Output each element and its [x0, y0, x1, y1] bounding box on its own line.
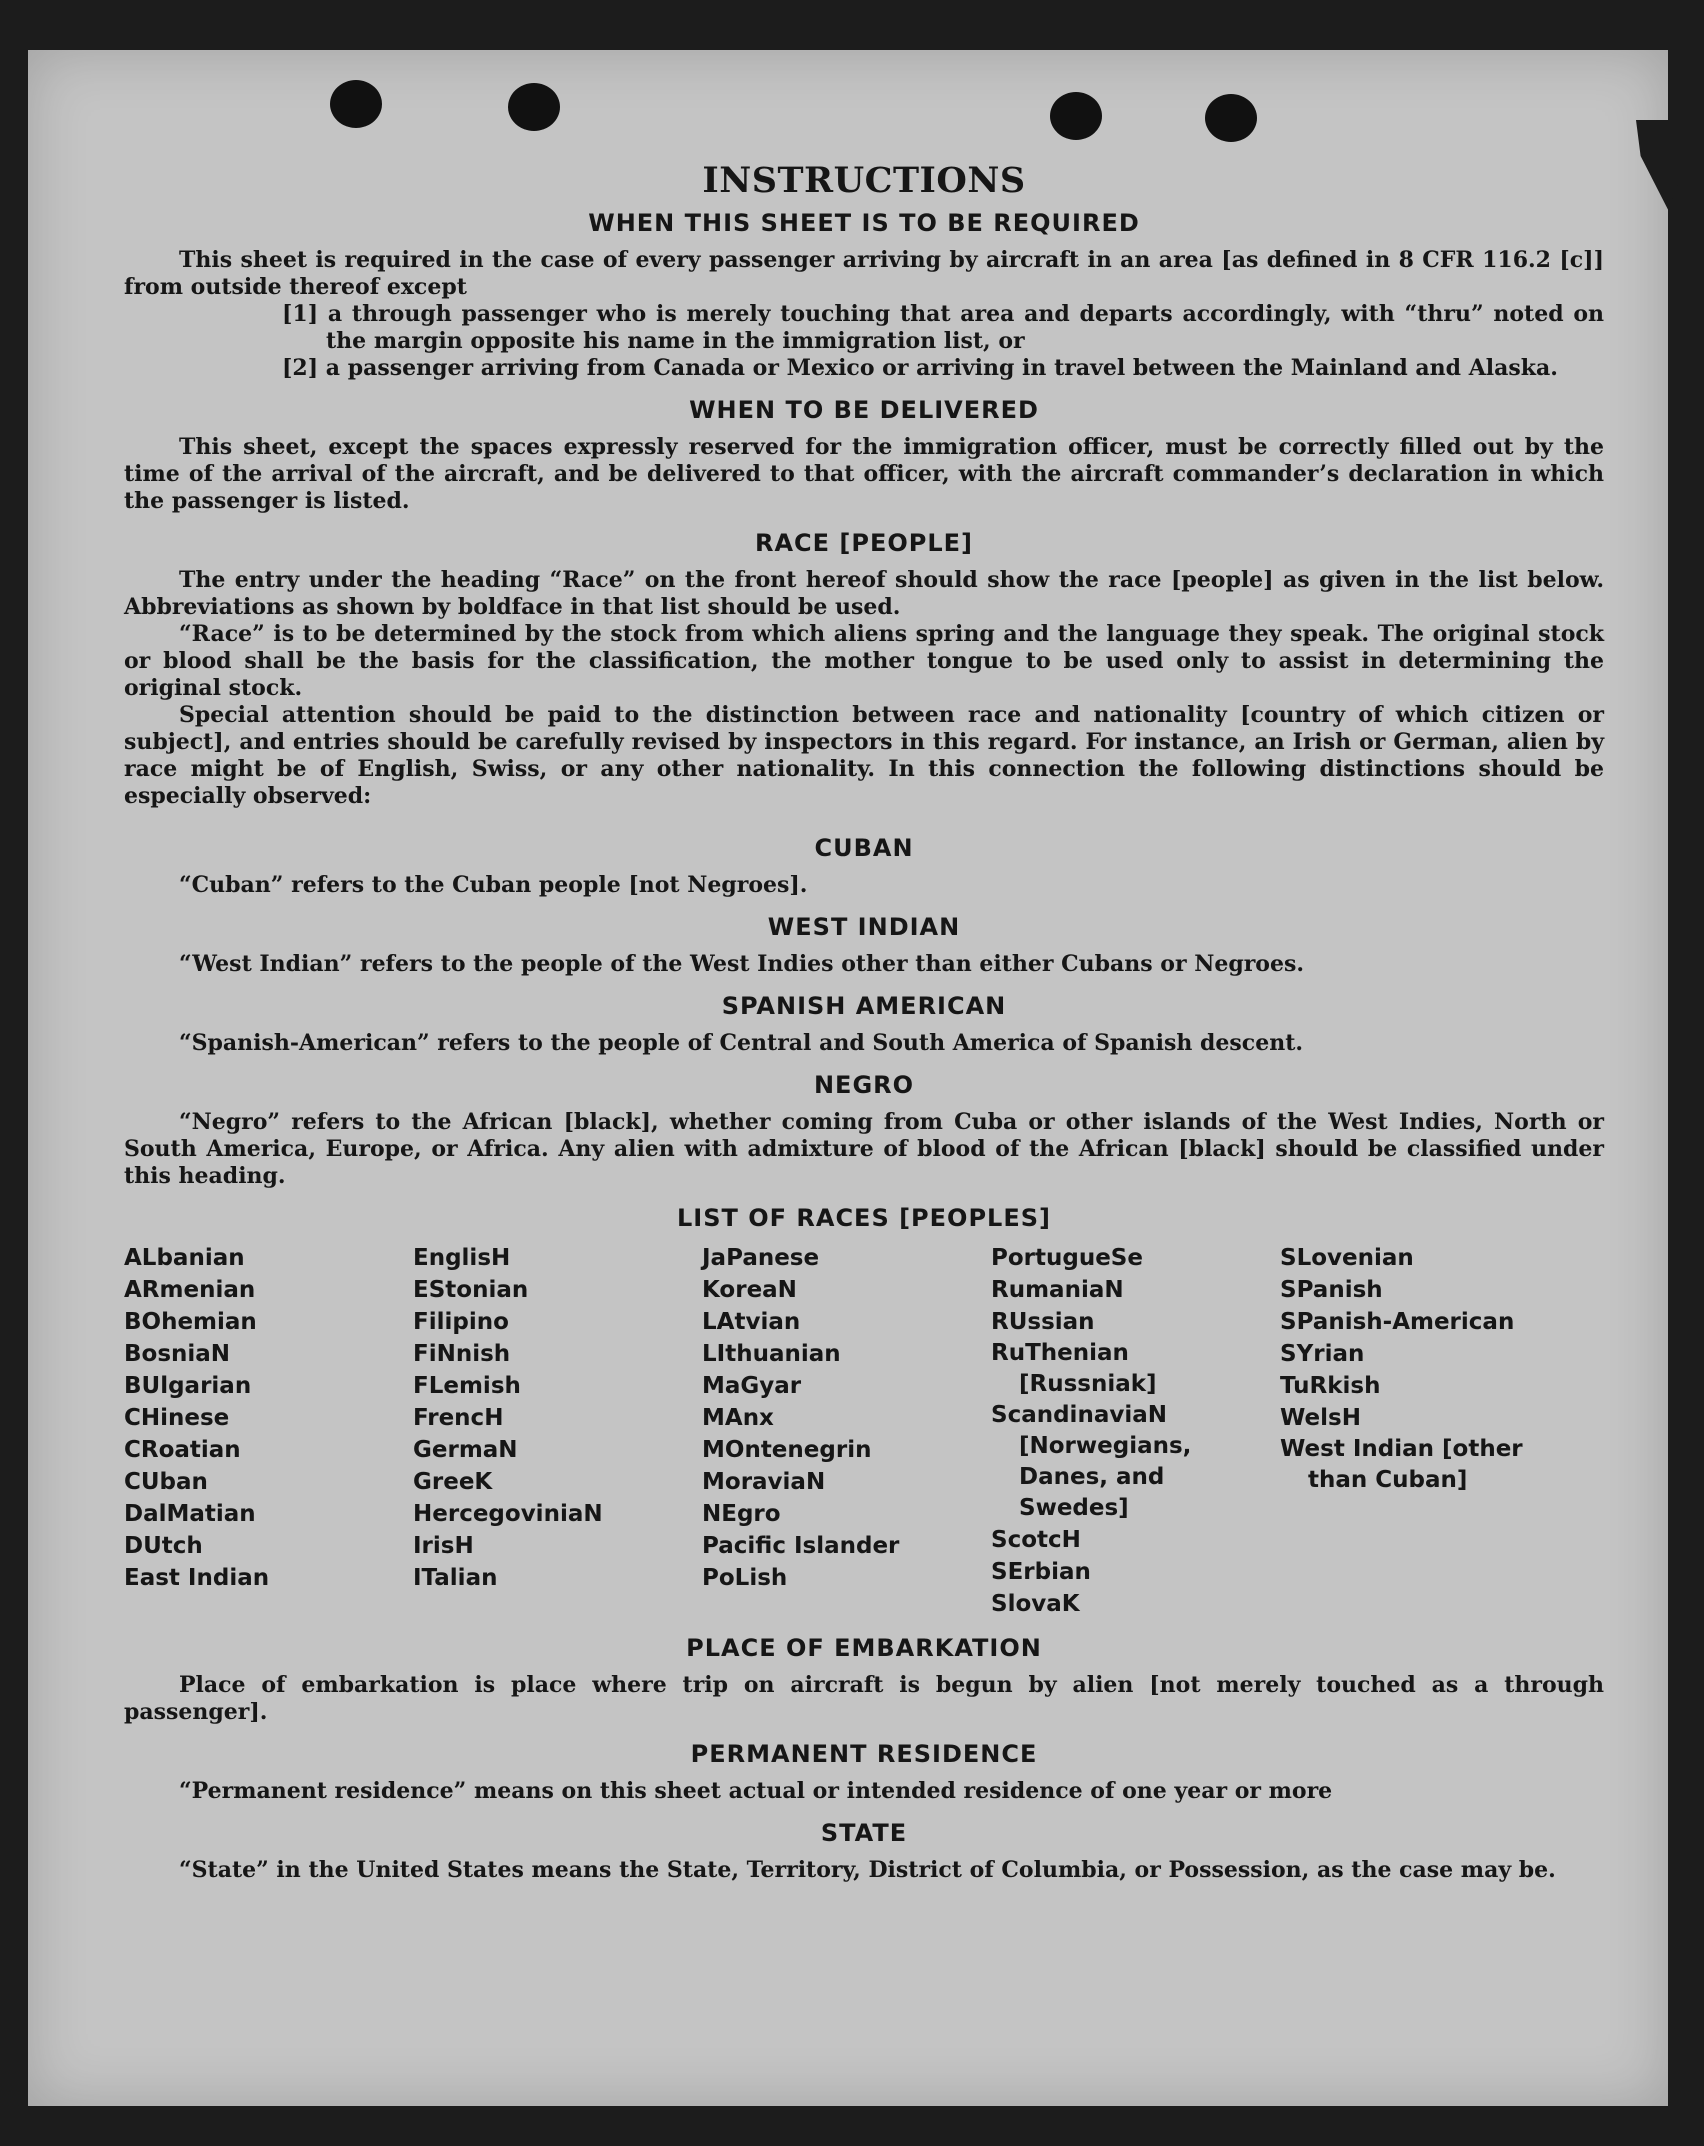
race-column-3	[702, 1242, 991, 1620]
race-paragraph-3: Special attention should be paid to the distinction between race and nationality [country of which citizen or subject], and entries should be carefully revised by inspectors in this regard. For instance, an Irish or German, alien by race might be of English, Swiss, or any other nationality. In this connection the following distinctions should be especially observed:	[124, 702, 1604, 809]
race-column-5	[1280, 1242, 1580, 1620]
race-column-1	[124, 1242, 413, 1620]
heading-when-required: WHEN THIS SHEET IS TO BE REQUIRED	[588, 209, 1140, 237]
race-column-2	[413, 1242, 702, 1620]
race-item: FrencH	[413, 1405, 504, 1431]
race-item: GreeK	[413, 1469, 493, 1495]
torn-corner	[1636, 120, 1682, 210]
heading-list-of-races: LIST OF RACES [PEOPLES]	[677, 1204, 1051, 1232]
punch-hole	[1050, 92, 1102, 140]
race-item: ALbanian	[124, 1245, 245, 1271]
race-item: HercegoviniaN	[413, 1501, 603, 1527]
when-required-intro: This sheet is required in the case of every passenger arriving by aircraft in an area [as defined in 8 CFR 116.2 [c]] from outside thereof except	[124, 247, 1604, 300]
race-item: DUtch	[124, 1533, 203, 1559]
race-item: PoLish	[702, 1565, 788, 1591]
race-item: MOntenegrin	[702, 1437, 872, 1463]
instructions-content	[124, 160, 1604, 1884]
cuban-text: “Cuban” refers to the Cuban people [not Negroes].	[179, 872, 808, 898]
race-item: EStonian	[413, 1277, 529, 1303]
residence-text: “Permanent residence” means on this sheet actual or intended residence of one year or more	[179, 1778, 1333, 1804]
when-delivered-text: This sheet, except the spaces expressly reserved for the immigration officer, must be correctly filled out by the time of the arrival of the aircraft, and be delivered to that officer, with the aircraft commander’s declaration in which the passenger is listed.	[124, 434, 1604, 514]
race-item: BUlgarian	[124, 1373, 252, 1399]
race-item: KoreaN	[702, 1277, 797, 1303]
race-item: WelsH	[1280, 1405, 1361, 1431]
heading-race: RACE [PEOPLE]	[754, 529, 974, 557]
state-text: “State” in the United States means the State, Territory, District of Columbia, or Possession, as the case may be.	[179, 1857, 1556, 1883]
race-item: FLemish	[413, 1373, 521, 1399]
race-paragraph-1: The entry under the heading “Race” on the front hereof should show the race [people] as given in the list below. Abbreviations as shown by boldface in that list should be used.	[124, 567, 1604, 620]
heading-negro: NEGRO	[813, 1071, 915, 1099]
race-item: CUban	[124, 1469, 208, 1495]
race-item: CHinese	[124, 1405, 230, 1431]
heading-cuban: CUBAN	[814, 834, 914, 862]
race-item: Pacific Islander	[702, 1533, 900, 1559]
race-item: JaPanese	[702, 1245, 820, 1271]
embarkation-text: Place of embarkation is place where trip on aircraft is begun by alien [not merely touched as a through passenger].	[124, 1672, 1604, 1725]
race-item: SYrian	[1280, 1341, 1365, 1367]
race-item: ScandinaviaN [Norwegians, Danes, and Swedes]	[991, 1402, 1192, 1521]
negro-text: “Negro” refers to the African [black], whether coming from Cuba or other islands of the West Indies, North or South America, Europe, or Africa. Any alien with admixture of blood of the African [black] should be classified under this heading.	[124, 1109, 1604, 1189]
heading-permanent-residence: PERMANENT RESIDENCE	[690, 1740, 1038, 1768]
race-list	[124, 1242, 1604, 1620]
race-item: East Indian	[124, 1565, 270, 1591]
race-item: RuThenian [Russniak]	[991, 1340, 1157, 1397]
race-item: Filipino	[413, 1309, 509, 1335]
punch-hole	[508, 83, 560, 131]
race-item: SPanish	[1280, 1277, 1383, 1303]
race-paragraph-2: “Race” is to be determined by the stock from which aliens spring and the language they speak. The original stock or blood shall be the basis for the classification, the mother tongue to be used only to assist in determining the original stock.	[124, 621, 1604, 701]
race-item: SErbian	[991, 1559, 1091, 1585]
page-title: INSTRUCTIONS	[702, 160, 1026, 201]
race-item: LIthuanian	[702, 1341, 841, 1367]
race-item: TuRkish	[1280, 1373, 1381, 1399]
race-item: ITalian	[413, 1565, 498, 1591]
race-item: SPanish-American	[1280, 1309, 1515, 1335]
heading-west-indian: WEST INDIAN	[767, 913, 961, 941]
race-item: RUssian	[991, 1309, 1095, 1335]
race-item: DalMatian	[124, 1501, 256, 1527]
race-item: CRoatian	[124, 1437, 241, 1463]
race-item: West Indian [other than Cuban]	[1280, 1436, 1523, 1493]
race-item: ScotcH	[991, 1527, 1081, 1553]
race-column-4	[991, 1242, 1280, 1620]
heading-when-delivered: WHEN TO BE DELIVERED	[689, 396, 1039, 424]
race-item: RumaniaN	[991, 1277, 1124, 1303]
when-required-item-1: [1] a through passenger who is merely touching that area and departs accordingly, with “thru” noted on the margin opposite his name in the immigration list, or	[282, 301, 1604, 354]
west-indian-text: “West Indian” refers to the people of the West Indies other than either Cubans or Negroes.	[179, 951, 1305, 977]
race-item: BOhemian	[124, 1309, 257, 1335]
race-item: BosniaN	[124, 1341, 231, 1367]
race-item: MaGyar	[702, 1373, 802, 1399]
race-item: ARmenian	[124, 1277, 256, 1303]
heading-state: STATE	[820, 1819, 908, 1847]
race-item: MoraviaN	[702, 1469, 826, 1495]
race-item: MAnx	[702, 1405, 774, 1431]
race-item: NEgro	[702, 1501, 781, 1527]
race-item: LAtvian	[702, 1309, 801, 1335]
race-item: SlovaK	[991, 1591, 1080, 1617]
race-item: EnglisH	[413, 1245, 511, 1271]
punch-hole	[330, 80, 382, 128]
race-item: FiNnish	[413, 1341, 511, 1367]
punch-hole	[1205, 94, 1257, 142]
race-item: IrisH	[413, 1533, 474, 1559]
spanish-american-text: “Spanish-American” refers to the people of Central and South America of Spanish descent.	[179, 1030, 1304, 1056]
document-sheet	[28, 50, 1668, 2106]
heading-spanish-american: SPANISH AMERICAN	[721, 992, 1007, 1020]
heading-place-of-embarkation: PLACE OF EMBARKATION	[686, 1634, 1042, 1662]
when-required-item-2: [2] a passenger arriving from Canada or Mexico or arriving in travel between the Mainland and Alaska.	[282, 355, 1558, 381]
race-item: GermaN	[413, 1437, 518, 1463]
race-item: SLovenian	[1280, 1245, 1414, 1271]
race-item: PortugueSe	[991, 1245, 1143, 1271]
